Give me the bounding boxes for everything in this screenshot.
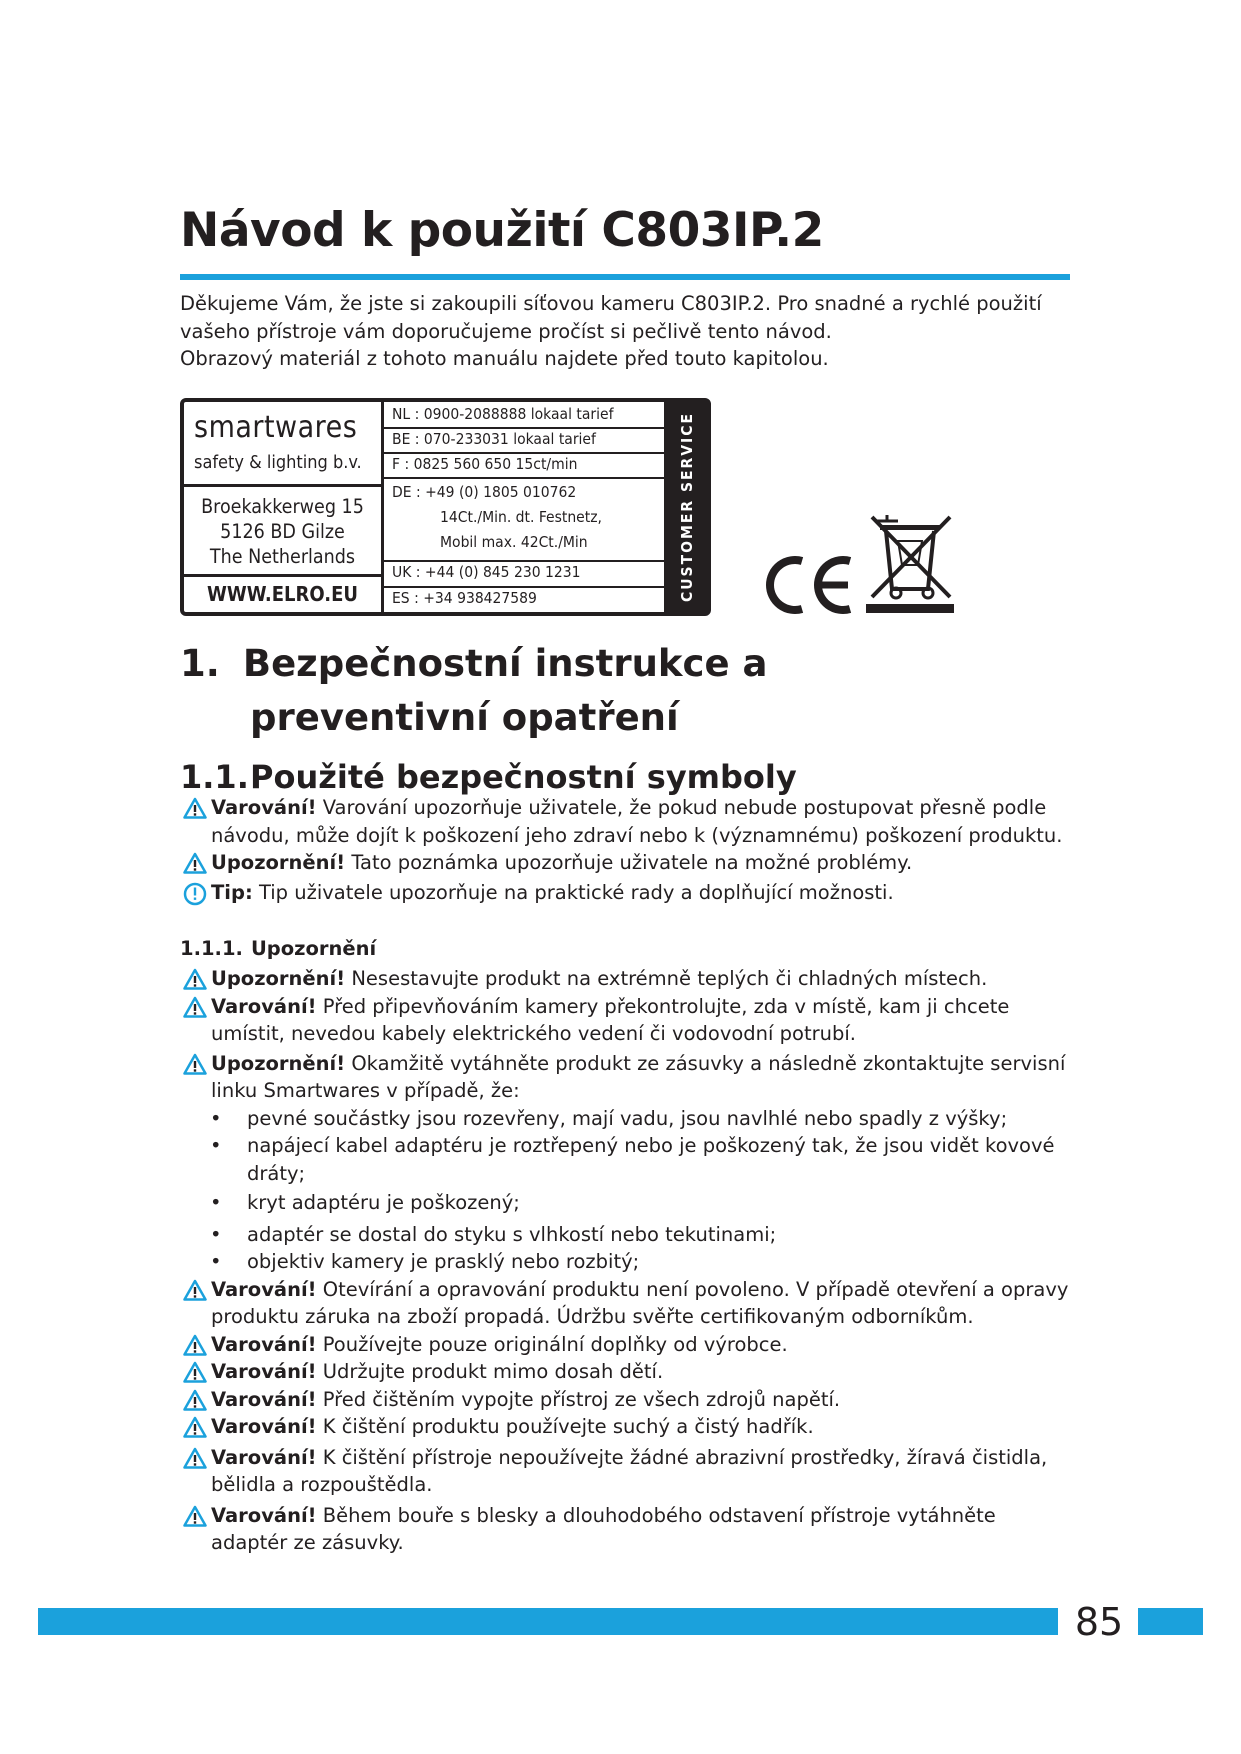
divider: [384, 560, 664, 562]
warning-triangle-icon: [183, 1389, 207, 1411]
item-text: Tato poznámka upozorňuje uživatele na možné problémy.: [345, 851, 913, 874]
phone-de-note: 14Ct./Min. dt. Festnetz,: [440, 508, 602, 526]
item-text: K čištění produktu používejte suchý a čistý hadřík.: [316, 1415, 814, 1438]
phone-be: BE : 070-233031 lokaal tarief: [392, 430, 596, 448]
phone-nl: NL : 0900-2088888 lokaal tarief: [392, 405, 614, 423]
section-number: 1.: [180, 642, 220, 685]
list-item: [183, 794, 1073, 849]
phone-es: ES : +34 938427589: [392, 589, 537, 607]
footer-bar: [1138, 1608, 1203, 1635]
section-title: Bezpečnostní instrukce a: [242, 642, 768, 685]
page-number: 85: [1074, 1600, 1124, 1644]
intro-line: Děkujeme Vám, že jste si zakoupili síťovou kameru C803IP.2. Pro snadné a rychlé použití: [180, 292, 1042, 315]
item-label: Upozornění!: [211, 851, 346, 874]
warning-triangle-icon: [183, 1505, 207, 1527]
list-item: [183, 1444, 1073, 1499]
list-item: [183, 1331, 1073, 1359]
customer-service-text: CUSTOMER SERVICE: [678, 411, 696, 603]
item-text: Před čištěním vypojte přístroj ze všech zdrojů napětí.: [316, 1387, 841, 1411]
divider: [384, 452, 664, 454]
list-item: [183, 1386, 1073, 1414]
item-label: Varování!: [211, 1387, 317, 1411]
item-label: Varování!: [211, 1360, 317, 1383]
list-item: [183, 849, 1073, 877]
item-text: Tip uživatele upozorňuje na praktické rady a doplňující možnosti.: [252, 880, 894, 904]
phone-uk: UK : +44 (0) 845 230 1231: [392, 563, 581, 581]
item-text: K čištění přístroje nepoužívejte žádné abrazivní prostředky, žíravá čistidla, bělidla a rozpouštědla.: [211, 1445, 1048, 1496]
list-item: [183, 993, 1073, 1048]
item-text: Nesestavujte produkt na extrémně teplých či chladných místech.: [345, 967, 988, 990]
warnings-list: [183, 965, 1073, 1557]
warning-triangle-icon: [183, 1416, 207, 1438]
item-label: Varování!: [211, 1503, 317, 1527]
company-address: [184, 494, 381, 569]
title-rule: [180, 274, 1070, 280]
phone-list: [384, 402, 667, 612]
section-heading-1: [180, 637, 767, 745]
section-title: Použité bezpečnostní symboly: [250, 758, 797, 796]
section-heading-1-1: [180, 758, 797, 796]
weee-bin-icon: [862, 507, 958, 615]
section-number: 1.1.: [180, 758, 249, 796]
intro-line: vašeho přístroje vám doporučujeme pročíst si pečlivě tento návod.: [180, 319, 832, 343]
ce-mark-icon: [760, 555, 855, 615]
divider: [384, 427, 664, 429]
tip-info-icon: [183, 882, 207, 906]
warning-triangle-icon: [183, 1334, 207, 1356]
list-item: [183, 1413, 1073, 1441]
phone-de-mobile: Mobil max. 42Ct./Min: [440, 533, 588, 551]
item-label: Tip:: [211, 880, 253, 904]
item-label: Upozornění!: [211, 1051, 346, 1075]
item-text: Otevírání a opravování produktu není povoleno. V případě otevření a opravy produktu záruka na zboží propadá. Údržbu svěřte certifikovaným odborníkům.: [211, 1277, 1069, 1328]
bullet-item: • napájecí kabel adaptéru je roztřepený nebo je poškozený tak, že jsou vidět kovové dráty;: [183, 1132, 1073, 1187]
divider: [384, 586, 664, 588]
item-label: Varování!: [211, 1445, 317, 1469]
bullet-item: • pevné součástky jsou rozevřeny, mají vadu, jsou navlhlé nebo spadly z výšky;: [183, 1105, 1073, 1133]
warning-triangle-icon: [183, 1447, 207, 1469]
section-number: 1.1.1.: [180, 937, 243, 960]
list-item: [183, 1050, 1073, 1105]
brand-name: smartwares: [194, 410, 358, 445]
item-label: Upozornění!: [211, 967, 346, 990]
phone-de: DE : +49 (0) 1805 010762: [392, 483, 577, 501]
warning-triangle-icon: [183, 996, 207, 1018]
section-title: Upozornění: [250, 937, 377, 960]
divider: [384, 477, 664, 479]
warning-triangle-icon: [183, 1279, 207, 1301]
item-text: Varování upozorňuje uživatele, že pokud nebude postupovat přesně podle návodu, může dojít k poškození jeho zdraví nebo k (významnému) poškození produktu.: [211, 796, 1063, 847]
page-title: Návod k použití C803IP.2: [180, 203, 824, 258]
list-item: [183, 879, 1073, 907]
intro-paragraph: [180, 290, 1080, 373]
item-text: Během bouře s blesky a dlouhodobého odstavení přístroje vytáhněte adaptér ze zásuvky.: [211, 1503, 996, 1554]
item-text: Používejte pouze originální doplňky od výrobce.: [316, 1332, 788, 1356]
section-heading-1-1-1: [180, 937, 376, 960]
website-url: WWW.ELRO.EU: [207, 582, 358, 606]
phone-f: F : 0825 560 650 15ct/min: [392, 455, 578, 473]
warning-triangle-icon: [183, 797, 207, 819]
warning-triangle-icon: [183, 1053, 207, 1075]
item-label: Varování!: [211, 796, 317, 819]
list-item: [183, 1276, 1073, 1331]
address-line: Broekakkerweg 15: [201, 495, 364, 518]
list-item: [183, 1358, 1073, 1386]
warning-triangle-icon: [183, 1361, 207, 1383]
bullet-item: • adaptér se dostal do styku s vlhkostí nebo tekutinami;: [183, 1221, 1073, 1249]
list-item: [183, 965, 1073, 993]
warning-triangle-icon: [183, 852, 207, 874]
customer-service-band: [667, 402, 707, 612]
footer-bar: [38, 1608, 1058, 1635]
intro-line: Obrazový materiál z tohoto manuálu najdete před touto kapitolou.: [180, 347, 829, 370]
brand-subtitle: safety & lighting b.v.: [194, 452, 362, 473]
item-text: Udržujte produkt mimo dosah dětí.: [316, 1360, 664, 1383]
safety-symbols-list: [183, 794, 1073, 906]
item-label: Varování!: [211, 1415, 317, 1438]
item-text: Před připevňováním kamery překontrolujte, zda v místě, kam ji chcete umístit, nevedou kabely elektrického vedení či vodovodní potrubí.: [211, 994, 1010, 1045]
item-text: Okamžitě vytáhněte produkt ze zásuvky a následně zkontaktujte servisní linku Smartwares v případě, že:: [211, 1051, 1066, 1102]
item-label: Varování!: [211, 994, 317, 1018]
item-label: Varování!: [211, 1332, 317, 1356]
divider: [184, 484, 381, 487]
divider: [184, 574, 381, 577]
list-item: [183, 1502, 1073, 1557]
customer-service-label: [180, 398, 711, 616]
item-label: Varování!: [211, 1277, 317, 1301]
bullet-item: • kryt adaptéru je poškozený;: [183, 1189, 1073, 1217]
address-line: The Netherlands: [209, 545, 356, 568]
warning-triangle-icon: [183, 968, 207, 990]
bullet-item: • objektiv kamery je prasklý nebo rozbitý;: [183, 1248, 1073, 1276]
bullet-list: [183, 1105, 1073, 1276]
address-line: 5126 BD Gilze: [220, 520, 345, 543]
label-company-block: [184, 402, 384, 612]
section-title: preventivní opatření: [250, 696, 679, 739]
